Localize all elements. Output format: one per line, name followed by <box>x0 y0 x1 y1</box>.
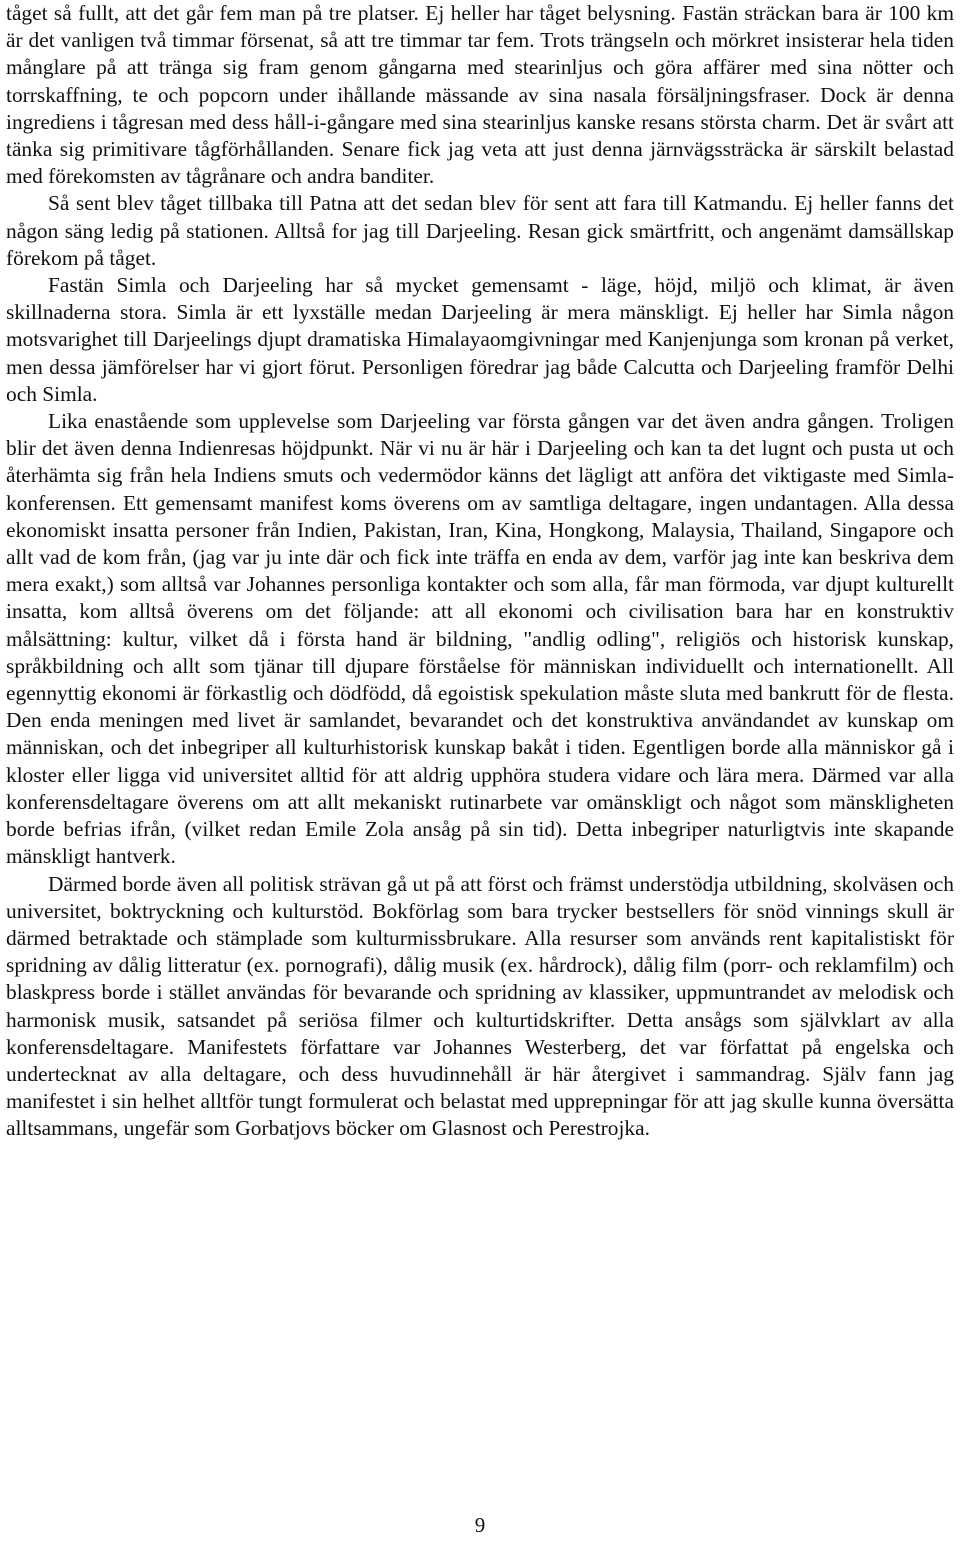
paragraph-3: Fastän Simla och Darjeeling har så mycket gemensamt - läge, höjd, miljö och klimat, är även skillnaderna stora. Simla är ett lyxställe medan Darjeeling är mera mänskligt. Ej heller har Simla någon motsvarighet till Darjeelings djupt dramatiska Himalayaomgivningar med Kanjenjunga som kronan på verket, men dessa jämförelser har vi gjort förut. Personligen föredrar jag både Calcutta och Darjeeling framför Delhi och Simla. <box>6 273 954 406</box>
paragraph-1: tåget så fullt, att det går fem man på tre platser. Ej heller har tåget belysning. Fastän sträckan bara är 100 km är det vanligen två timmar försenat, så att tre timmar tar fem. Trots trängseln och mörkret insisterar hela tiden månglare på att tränga sig fram genom gångarna med stearinljus och göra affärer med sina nötter och torrskaffning, te och popcorn under ihållande mässande av sina nasala försäljningsfraser. Dock är denna ingrediens i tågresan med dess håll-i-gångare med sina stearinljus kanske resans största charm. Det är svårt att tänka sig primitivare tågförhållanden. Senare fick jag veta att just denna järnvägssträcka är särskilt belastad med förekomsten av tågrånare och andra banditer. <box>6 1 954 189</box>
document-page <box>6 0 954 1143</box>
page-number: 9 <box>474 1513 486 1537</box>
paragraph-5: Därmed borde även all politisk strävan gå ut på att först och främst understödja utbildning, skolväsen och universitet, boktryckning och kulturstöd. Bokförlag som bara trycker bestsellers för snöd vinnings skull är därmed betraktade och stämplade som kulturmissbrukare. Alla resurser som används rent kapitalistiskt för spridning av dålig litteratur (ex. pornografi), dålig musik (ex. hårdrock), dålig film (porr- och reklamfilm) och blaskpress borde i stället användas för bevarande och spridning av klassiker, uppmuntrandet av melodisk och harmonisk musik, satsandet på seriösa filmer och kulturtidskrifter. Detta ansågs som självklart av alla konferensdeltagare. Manifestets författare var Johannes Westerberg, det var författat på engelska och undertecknat av alla deltagare, och dess huvudinnehåll är här återgivet i sammandrag. Själv fann jag manifestet i sin helhet alltför tungt formulerat och belastat med upprepningar för att jag skulle kunna översätta alltsammans, ungefär som Gorbatjovs böcker om Glasnost och Perestrojka. <box>6 871 954 1141</box>
paragraph-2: Så sent blev tåget tillbaka till Patna att det sedan blev för sent att fara till Katmandu. Ej heller fanns det någon säng ledig på stationen. Alltså for jag till Darjeeling. Resan gick smärtfritt, och angenämt damsällskap förekom på tåget. <box>6 191 954 270</box>
paragraph-4: Lika enastående som upplevelse som Darjeeling var första gången var det även andra gången. Troligen blir det även denna Indienresas höjdpunkt. När vi nu är här i Darjeeling och kan ta det lugnt och pusta ut och återhämta sig från hela Indiens smuts och vedermödor känns det lägligt att anföra det viktigaste med Simla-konferensen. Ett gemensamt manifest koms överens om av samtliga deltagare, ingen undantagen. Alla dessa ekonomiskt insatta personer från Indien, Pakistan, Iran, Kina, Hongkong, Malaysia, Thailand, Singapore och allt vad de kom från, (jag var ju inte där och fick inte träffa en enda av dem, varför jag inte kan beskriva dem mera exakt,) som alltså var Johannes personliga kontakter och som alla, får man förmoda, var djupt kulturellt insatta, kom alltså överens om det följande: att all ekonomi och civilisation bara har en konstruktiv målsättning: kultur, vilket då i första hand är bildning, "andlig odling", religiös och historisk kunskap, språkbildning och allt som tjänar till djupare förståelse för människan individuellt och internationellt. All egennyttig ekonomi är förkastlig och dödfödd, då egoistisk spekulation måste sluta med bankrutt för de flesta. Den enda meningen med livet är samlandet, bevarandet och det konstruktiva användandet av kunskap om människan, och det inbegriper all kulturhistorisk kunskap bakåt i tiden. Egentligen borde alla människor gå i kloster eller ligga vid universitet alltid för att aldrig upphöra studera vidare och lära mera. Därmed var alla konferensdeltagare överens om att allt mekaniskt rutinarbete var omänskligt och något som mänskligheten borde befrias ifrån, (vilket redan Emile Zola ansåg på sin tid). Detta inbegriper naturligtvis inte skapande mänskligt hantverk. <box>6 409 954 869</box>
